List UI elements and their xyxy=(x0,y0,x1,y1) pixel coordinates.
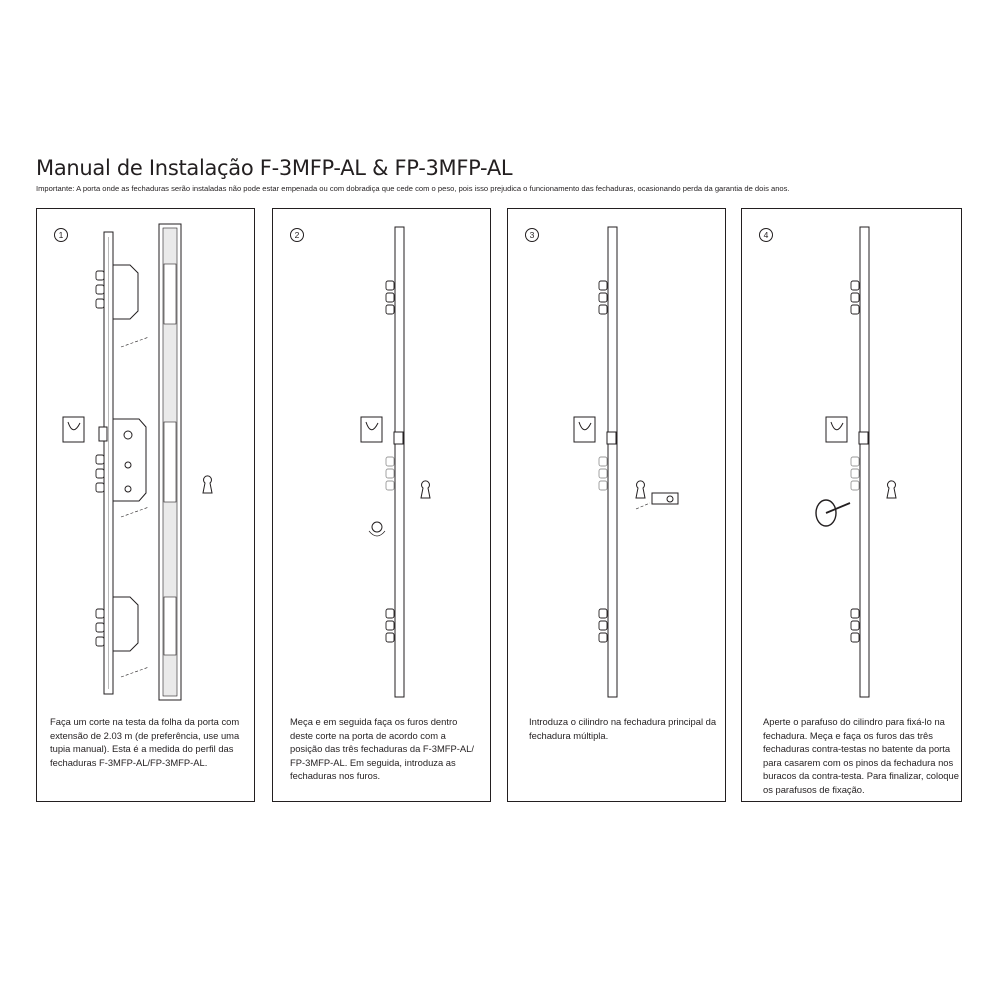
step-2-caption: Meça e em seguida faça os furos dentro deste corte na porta de acordo com a posição das três fechaduras da F-3MFP-AL/ FP-3MFP-AL. Em seguida, introduza as fechaduras nos furos. xyxy=(290,716,474,782)
page-title: Manual de Instalação F-3MFP-AL & FP-3MFP-AL xyxy=(36,156,513,180)
step-3-number: 3 xyxy=(525,228,539,242)
step-2-panel xyxy=(272,208,491,802)
step-4-panel xyxy=(741,208,962,802)
step-4-caption: Aperte o parafuso do cilindro para fixá-lo na fechadura. Meça e faça os furos das três fechaduras contra-testas no batente da porta para casarem com os pinos da fechadura nos buracos da contra-testa. Para finalizar, coloque os parafusos de fixação. xyxy=(763,716,959,795)
step-1-illustration xyxy=(37,209,255,709)
step-4-illustration xyxy=(742,209,962,709)
step-1-panel xyxy=(36,208,255,802)
important-note: Importante: A porta onde as fechaduras serão instaladas não pode estar empenada ou com dobradiça que cede com o peso, pois isso prejudica o funcionamento das fechaduras, ocasionando perda da garantia de dois anos. xyxy=(36,184,790,193)
step-3-panel xyxy=(507,208,726,802)
step-3-illustration xyxy=(508,209,726,709)
step-3-caption: Introduza o cilindro na fechadura principal da fechadura múltipla. xyxy=(529,716,717,741)
step-1-caption: Faça um corte na testa da folha da porta com extensão de 2.03 m (de preferência, use uma tupia manual). Esta é a medida do perfil das fechaduras F-3MFP-AL/FP-3MFP-AL. xyxy=(50,716,240,768)
step-2-number: 2 xyxy=(290,228,304,242)
step-1-number: 1 xyxy=(54,228,68,242)
step-4-number: 4 xyxy=(759,228,773,242)
step-2-illustration xyxy=(273,209,491,709)
